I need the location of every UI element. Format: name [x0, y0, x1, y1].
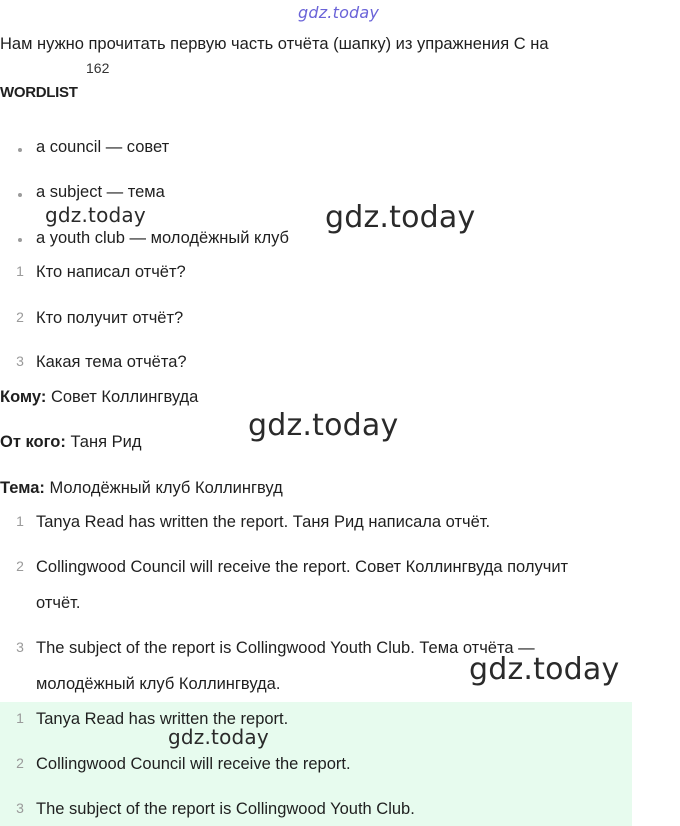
answer-text-cont: молодёжный клуб Коллингвуда.	[36, 675, 281, 693]
question-number: 2	[16, 309, 24, 325]
answer-text: Collingwood Council will receive the report. Совет Коллингвуда получит	[36, 558, 569, 576]
field-label: Кому:	[0, 388, 47, 406]
question-number: 1	[16, 263, 24, 279]
question-number: 3	[16, 353, 24, 369]
answer-text: Tanya Read has written the report. Таня Рид написала отчёт.	[36, 513, 491, 531]
field-from	[0, 431, 141, 453]
bullet-icon	[18, 238, 22, 242]
field-label: От кого:	[0, 433, 66, 451]
watermark: gdz.today	[325, 200, 476, 235]
bullet-icon	[18, 148, 22, 152]
wordlist-heading: WORDLIST	[0, 84, 78, 101]
intro-text: Нам нужно прочитать первую часть отчёта (шапку) из упражнения С на	[0, 35, 549, 53]
field-label: Тема:	[0, 479, 45, 497]
question-text: Кто получит отчёт?	[36, 309, 184, 327]
final-answer-number: 1	[16, 710, 24, 726]
intro-clipped-line: 162	[86, 60, 110, 76]
wordlist-item: a youth club — молодёжный клуб	[36, 229, 289, 247]
wordlist-item: a subject — тема	[36, 183, 165, 201]
field-value: Таня Рид	[70, 433, 142, 451]
final-answer-text: Tanya Read has written the report.	[36, 710, 289, 728]
answer-number: 2	[16, 558, 24, 574]
answer-number: 1	[16, 513, 24, 529]
final-answer-number: 2	[16, 755, 24, 771]
watermark: gdz.today	[168, 725, 269, 749]
answer-text: The subject of the report is Collingwood Youth Club. Тема отчёта —	[36, 639, 535, 657]
field-subject	[0, 477, 283, 499]
watermark: gdz.today	[248, 408, 399, 443]
field-to	[0, 386, 198, 408]
field-value: Совет Коллингвуда	[50, 388, 199, 406]
final-answer-text: Collingwood Council will receive the report.	[36, 755, 351, 773]
answer-text-cont: отчёт.	[36, 594, 81, 612]
final-answer-number: 3	[16, 800, 24, 816]
question-text: Кто написал отчёт?	[36, 263, 186, 281]
watermark-top: gdz.today	[298, 3, 380, 22]
bullet-icon	[18, 193, 22, 197]
watermark: gdz.today	[469, 652, 620, 687]
wordlist-item: a council — совет	[36, 138, 170, 156]
watermark: gdz.today	[45, 203, 146, 227]
answer-number: 3	[16, 639, 24, 655]
final-answer-text: The subject of the report is Collingwood Youth Club.	[36, 800, 415, 818]
question-text: Какая тема отчёта?	[36, 353, 187, 371]
field-value: Молодёжный клуб Коллингвуд	[49, 479, 283, 497]
